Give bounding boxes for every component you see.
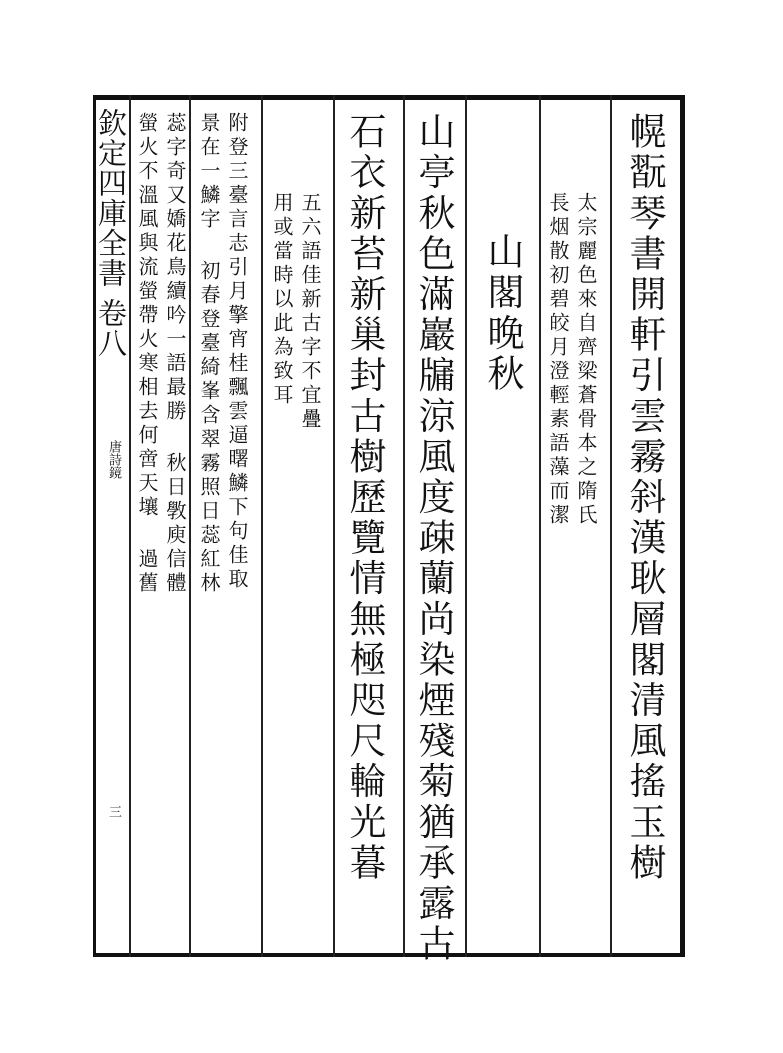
commentary-line-7: 蕊字奇又嬌花鳥續吟一語最勝 秋日斆庾信體 [163, 112, 187, 596]
column-rule [610, 95, 612, 957]
poem-line-2: 山亭秋色滿巖牖涼風度疎蘭尚染煙殘菊猶承露古 [412, 112, 455, 965]
poem-title: 山閣晚秋 [481, 232, 524, 395]
column-rule [403, 95, 405, 957]
commentary-line-8: 螢火不溫風與流螢帶火寒相去何啻天壤 過舊 [135, 112, 159, 596]
commentary-line-2: 長烟散初碧皎月澄輕素語藻而潔 [546, 192, 570, 528]
poem-line-3: 石衣新苔新巢封古樹歷覽情無極咫尺輪光暮 [343, 112, 386, 884]
column-rule [129, 95, 131, 957]
volume-label: 卷八 [94, 298, 128, 358]
commentary-line-1: 太宗麗色來自齊梁蒼骨本之隋氏 [574, 192, 598, 528]
book-title: 欽定四庫全書 [94, 108, 128, 288]
poem-line-1: 幌翫琴書開軒引雲霧斜漢耿層閣清風搖玉樹 [623, 112, 666, 884]
commentary-line-5: 附登三臺言志引月擎宵桂飄雲逼曙鱗下句佳取 [225, 112, 249, 592]
column-rule [261, 95, 263, 957]
commentary-line-4: 用或當時以此為致耳 [270, 192, 294, 408]
commentary-line-3: 五六語佳新古字不宜疊 [298, 192, 322, 432]
column-rule [539, 95, 541, 957]
page-number: 三 [106, 805, 121, 818]
column-rule [333, 95, 335, 957]
column-rule [189, 95, 191, 957]
section-label: 唐詩鏡 [106, 440, 121, 479]
column-rule [465, 95, 467, 957]
commentary-line-6: 景在一鱗字 初春登臺綺峯含翠霧照日蕊紅林 [197, 112, 221, 596]
